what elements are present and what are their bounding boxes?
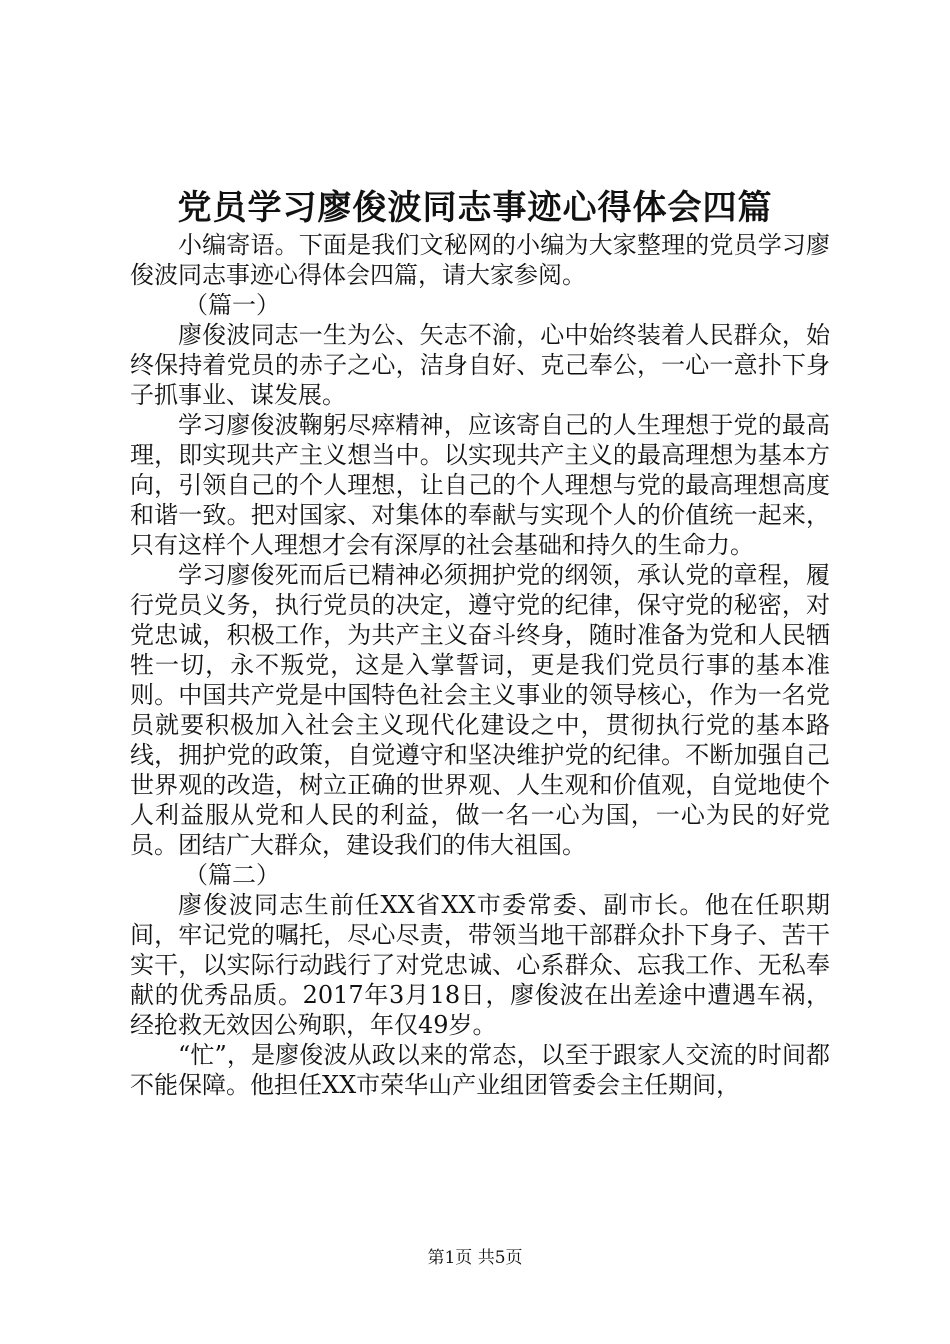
paragraph-2: 学习廖俊波鞠躬尽瘁精神，应该寄自己的人生理想于党的最高理，即实现共产主义想当中。以实现共产主义的最高理想为基本方向，引领自己的个人理想，让自己的个人理想与党的最高理想高度和谐一致。把对国家、对集体的奉献与实现个人的价值统一起来，只有这样个人理想才会有深厚的社会基础和持久的生命力。 <box>130 411 830 559</box>
paragraph-1: 廖俊波同志一生为公、矢志不渝，心中始终装着人民群众，始终保持着党员的赤子之心，洁身自好、克己奉公，一心一意扑下身子抓事业、谋发展。 <box>130 321 830 409</box>
document-title: 党员学习廖俊波同志事迹心得体会四篇 <box>177 188 773 228</box>
paragraph-3: 学习廖俊死而后已精神必须拥护党的纲领，承认党的章程，履行党员义务，执行党员的决定，遵守党的纪律，保守党的秘密，对党忠诚，积极工作，为共产主义奋斗终身，随时准备为党和人民牺牲一切，永不叛党，这是入掌誓词，更是我们党员行事的基本准则。中国共产党是中国特色社会主义事业的领导核心，作为一名党员就要积极加入社会主义现代化建设之中，贯彻执行党的基本路线，拥护党的政策，自觉遵守和坚决维护党的纪律。不断加强自己世界观的改造，树立正确的世界观、人生观和价值观，自觉地使个人利益服从党和人民的利益，做一名一心为国，一心为民的好党员。团结广大群众，建设我们的伟大祖国。 <box>130 561 830 859</box>
section-heading-2: （篇二） <box>184 861 280 889</box>
paragraph-4: 廖俊波同志生前任XX省XX市委常委、副市长。他在任职期间，牢记党的嘱托，尽心尽责，带领当地干部群众扑下身子、苦干实干，以实际行动践行了对党忠诚、心系群众、忘我工作、无私奉献的优秀品质。2017年3月18日，廖俊波在出差途中遭遇车祸，经抢救无效因公殉职，年仅49岁。 <box>130 891 830 1039</box>
paragraph-5: “忙”，是廖俊波从政以来的常态，以至于跟家人交流的时间都不能保障。他担任XX市荣华山产业组团管委会主任期间， <box>130 1041 830 1099</box>
intro-paragraph: 小编寄语。下面是我们文秘网的小编为大家整理的党员学习廖俊波同志事迹心得体会四篇，请大家参阅。 <box>130 231 830 289</box>
section-heading-1: （篇一） <box>184 291 280 319</box>
page-footer: 第1页 共5页 <box>427 1248 523 1268</box>
document-body <box>130 230 830 1100</box>
